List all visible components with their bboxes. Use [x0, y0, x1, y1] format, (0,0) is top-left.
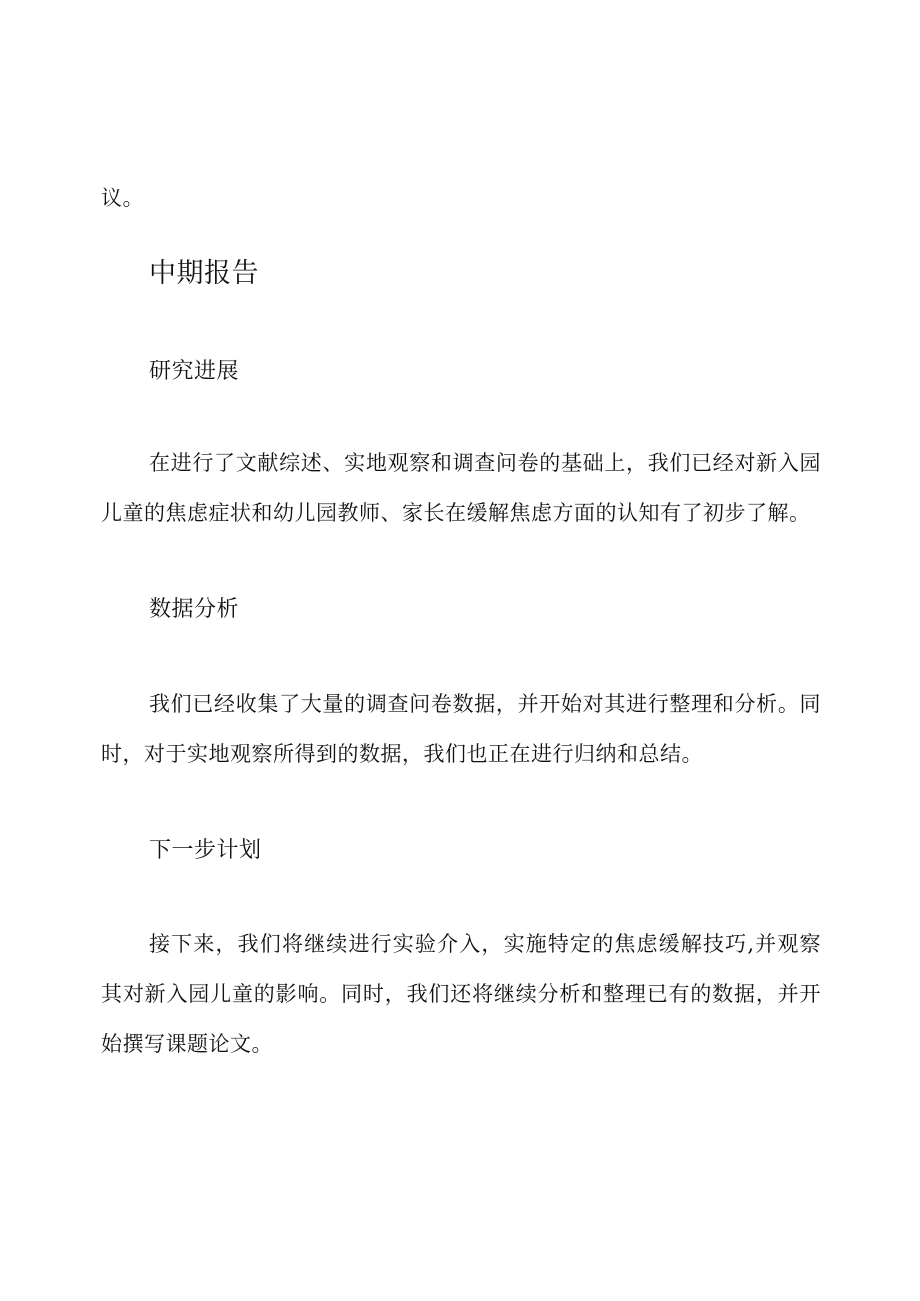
- section-paragraph-research-progress: 在进行了文献综述、实地观察和调查问卷的基础上，我们已经对新入园儿童的焦虑症状和幼儿园教师、家长在缓解焦虑方面的认知有了初步了解。: [101, 451, 821, 525]
- carryover-text: 议。: [101, 186, 144, 210]
- section-heading-data-analysis: 数据分析: [149, 597, 240, 622]
- section-paragraph-next-steps: 接下来，我们将继续进行实验介入，实施特定的焦虑缓解技巧,并观察其对新入园儿童的影响。同时，我们还将继续分析和整理已有的数据，并开始撰写课题论文。: [101, 932, 821, 1056]
- section-heading-research-progress: 研究进展: [149, 359, 240, 384]
- section-paragraph-data-analysis: 我们已经收集了大量的调查问卷数据，并开始对其进行整理和分析。同时，对于实地观察所得到的数据，我们也正在进行归纳和总结。: [101, 692, 821, 766]
- section-heading-next-steps: 下一步计划: [149, 838, 262, 863]
- report-title: 中期报告: [149, 258, 259, 289]
